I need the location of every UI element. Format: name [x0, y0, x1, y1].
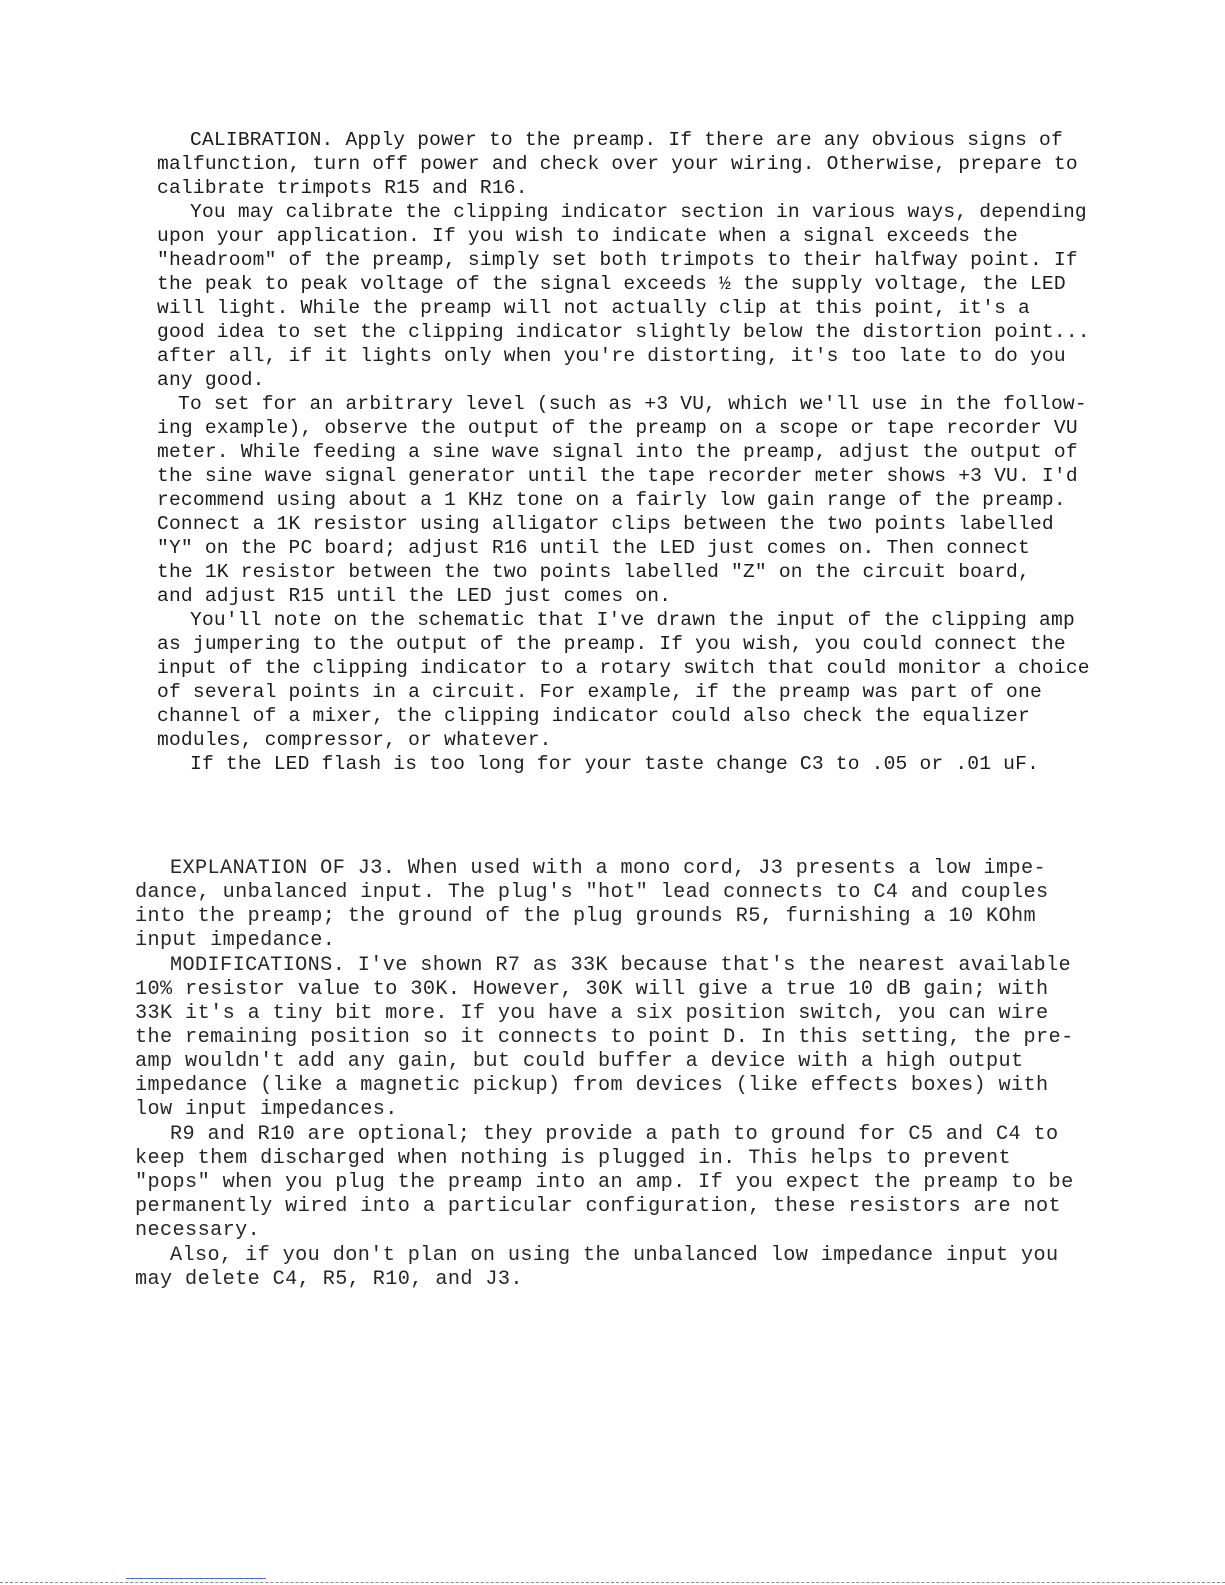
- explanation-line: keep them discharged when nothing is plugged in. This helps to prevent: [135, 1147, 1012, 1170]
- calibration-line: the sine wave signal generator until the tape recorder meter shows +3 VU. I'd: [157, 465, 1078, 487]
- calibration-line: calibrate trimpots R15 and R16.: [157, 177, 528, 199]
- explanation-line: into the preamp; the ground of the plug grounds R5, furnishing a 10 KOhm: [135, 905, 1037, 928]
- explanation-line: may delete C4, R5, R10, and J3.: [135, 1268, 523, 1291]
- calibration-line: the peak to peak voltage of the signal exceeds ½ the supply voltage, the LED: [157, 273, 1066, 295]
- calibration-line: "headroom" of the preamp, simply set both trimpots to their halfway point. If: [157, 249, 1078, 271]
- calibration-line: input of the clipping indicator to a rotary switch that could monitor a choice: [157, 657, 1090, 679]
- calibration-line: upon your application. If you wish to indicate when a signal exceeds the: [157, 225, 1018, 247]
- calibration-line: If the LED flash is too long for your taste change C3 to .05 or .01 uF.: [190, 753, 1040, 775]
- calibration-line: Connect a 1K resistor using alligator clips between the two points labelled: [157, 513, 1054, 535]
- explanation-line: MODIFICATIONS. I've shown R7 as 33K because that's the nearest available: [170, 954, 1072, 977]
- calibration-line: the 1K resistor between the two points labelled "Z" on the circuit board,: [157, 561, 1030, 583]
- explanation-line: impedance (like a magnetic pickup) from devices (like effects boxes) with: [135, 1074, 1049, 1097]
- footer-link-underline: [126, 1578, 266, 1579]
- explanation-line: R9 and R10 are optional; they provide a path to ground for C5 and C4 to: [170, 1123, 1059, 1146]
- explanation-line: 33K it's a tiny bit more. If you have a six position switch, you can wire: [135, 1002, 1049, 1025]
- calibration-line: You'll note on the schematic that I've drawn the input of the clipping amp: [190, 609, 1075, 631]
- explanation-line: 10% resistor value to 30K. However, 30K will give a true 10 dB gain; with: [135, 978, 1049, 1001]
- calibration-line: as jumpering to the output of the preamp. If you wish, you could connect the: [157, 633, 1066, 655]
- calibration-line: You may calibrate the clipping indicator section in various ways, depending: [190, 201, 1087, 223]
- calibration-line: malfunction, turn off power and check over your wiring. Otherwise, prepare to: [157, 153, 1078, 175]
- calibration-line: channel of a mixer, the clipping indicator could also check the equalizer: [157, 705, 1030, 727]
- calibration-line: modules, compressor, or whatever.: [157, 729, 552, 751]
- calibration-line: of several points in a circuit. For example, if the preamp was part of one: [157, 681, 1042, 703]
- explanation-line: amp wouldn't add any gain, but could buffer a device with a high output: [135, 1050, 1024, 1073]
- explanation-line: "pops" when you plug the preamp into an amp. If you expect the preamp to be: [135, 1171, 1074, 1194]
- explanation-line: permanently wired into a particular configuration, these resistors are not: [135, 1195, 1062, 1218]
- calibration-line: and adjust R15 until the LED just comes on.: [157, 585, 672, 607]
- calibration-line: good idea to set the clipping indicator slightly below the distortion point...: [157, 321, 1090, 343]
- explanation-line: input impedance.: [135, 929, 336, 952]
- calibration-line: CALIBRATION. Apply power to the preamp. If there are any obvious signs of: [190, 129, 1063, 151]
- calibration-line: meter. While feeding a sine wave signal into the preamp, adjust the output of: [157, 441, 1078, 463]
- explanation-line: dance, unbalanced input. The plug's "hot" lead connects to C4 and couples: [135, 881, 1049, 904]
- explanation-line: low input impedances.: [135, 1098, 398, 1121]
- calibration-line: "Y" on the PC board; adjust R16 until the LED just comes on. Then connect: [157, 537, 1030, 559]
- explanation-line: necessary.: [135, 1219, 261, 1242]
- explanation-line: Also, if you don't plan on using the unbalanced low impedance input you: [170, 1244, 1059, 1267]
- calibration-line: after all, if it lights only when you're distorting, it's too late to do you: [157, 345, 1066, 367]
- calibration-line: recommend using about a 1 KHz tone on a fairly low gain range of the preamp.: [157, 489, 1066, 511]
- calibration-line: will light. While the preamp will not actually clip at this point, it's a: [157, 297, 1030, 319]
- explanation-line: the remaining position so it connects to point D. In this setting, the pre-: [135, 1026, 1074, 1049]
- explanation-line: EXPLANATION OF J3. When used with a mono cord, J3 presents a low impe-: [170, 857, 1047, 880]
- calibration-line: ing example), observe the output of the preamp on a scope or tape recorder VU: [157, 417, 1078, 439]
- calibration-line: any good.: [157, 369, 265, 391]
- calibration-line: To set for an arbitrary level (such as +3 VU, which we'll use in the follow-: [178, 393, 1087, 415]
